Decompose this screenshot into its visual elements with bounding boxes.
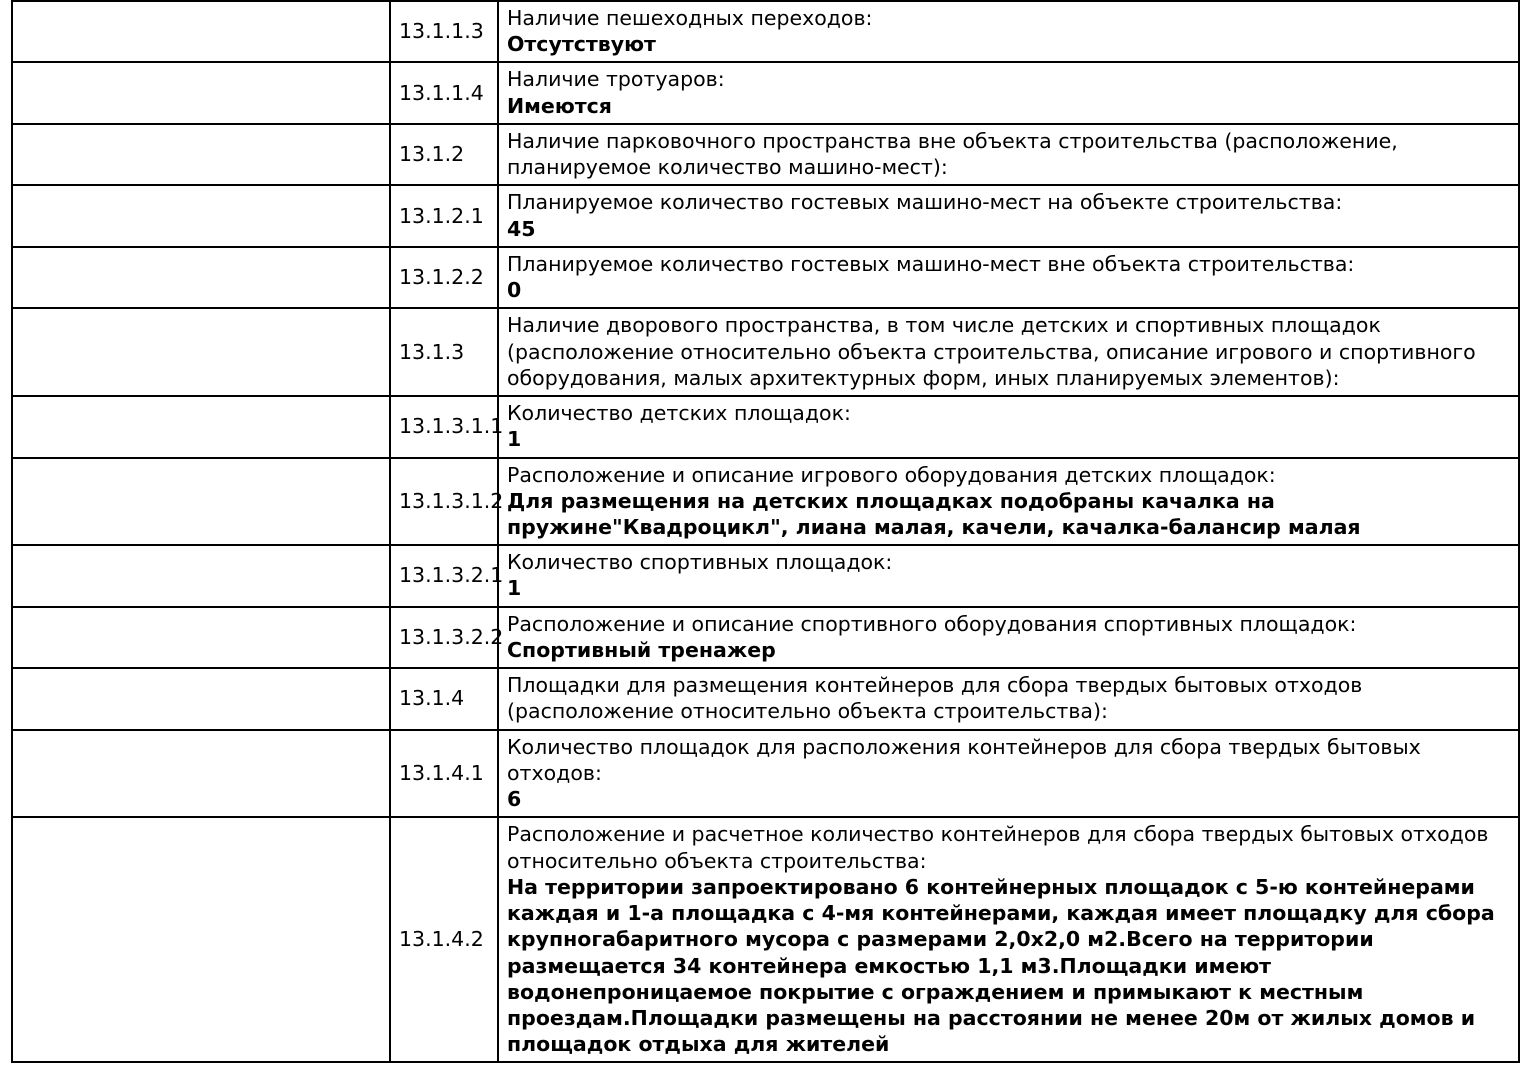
row-spacer-cell — [12, 396, 390, 457]
clause-number: 13.1.1.3 — [390, 1, 498, 62]
clause-content — [498, 817, 1519, 1062]
clause-number: 13.1.2 — [390, 124, 498, 185]
row-spacer-cell — [12, 124, 390, 185]
table-row — [12, 458, 1519, 546]
clause-question: Площадки для размещения контейнеров для сбора твердых бытовых отходов (расположение относительно объекта строительства): — [507, 673, 1363, 724]
clause-number: 13.1.1.4 — [390, 62, 498, 123]
clause-number: 13.1.4.2 — [390, 817, 498, 1062]
clause-answer: Для размещения на детских площадках подобраны качалка на пружине"Квадроцикл", лиана малая, качели, качалка-балансир малая — [507, 488, 1361, 539]
clause-number: 13.1.3.2.1 — [390, 545, 498, 606]
clause-question: Расположение и описание спортивного оборудования спортивных площадок: — [507, 611, 1357, 636]
specification-table — [11, 0, 1520, 1063]
clause-content — [498, 247, 1519, 308]
clause-answer: На территории запроектировано 6 контейнерных площадок с 5-ю контейнерами каждая и 1-а площадка с 4-мя контейнерами, каждая имеет площадку для сбора крупногабаритного мусора с размерами 2,0х2,0 м2.Всего на территории размещается 34 контейнера емкостью 1,1 м3.Площадки имеют водонепроницаемое покрытие с ограждением и примыкают к местным проездам.Площадки размещены на расстоянии не менее 20м от жилых домов и площадок отдыха для жителей — [507, 874, 1495, 1057]
clause-content — [498, 396, 1519, 457]
table-row — [12, 396, 1519, 457]
clause-content — [498, 1, 1519, 62]
clause-content — [498, 458, 1519, 546]
row-spacer-cell — [12, 458, 390, 546]
clause-number: 13.1.3 — [390, 308, 498, 396]
clause-number: 13.1.3.1.1 — [390, 396, 498, 457]
row-spacer-cell — [12, 817, 390, 1062]
table-row — [12, 62, 1519, 123]
clause-content — [498, 730, 1519, 818]
row-spacer-cell — [12, 62, 390, 123]
clause-content — [498, 62, 1519, 123]
table-row — [12, 668, 1519, 729]
table-row — [12, 545, 1519, 606]
clause-question: Планируемое количество гостевых машино-мест на объекте строительства: — [507, 190, 1343, 215]
clause-answer: 1 — [507, 576, 522, 601]
clause-question: Планируемое количество гостевых машино-мест вне объекта строительства: — [507, 251, 1355, 276]
clause-answer: Имеются — [507, 93, 612, 118]
clause-number: 13.1.3.1.2 — [390, 458, 498, 546]
table-row — [12, 247, 1519, 308]
table-body — [12, 1, 1519, 1062]
clause-answer: 1 — [507, 427, 522, 452]
clause-question: Наличие парковочного пространства вне объекта строительства (расположение, планируемое количество машино-мест): — [507, 128, 1398, 180]
row-spacer-cell — [12, 247, 390, 308]
table-row — [12, 730, 1519, 818]
clause-answer: 45 — [507, 216, 536, 241]
clause-number: 13.1.4.1 — [390, 730, 498, 818]
clause-number: 13.1.3.2.2 — [390, 607, 498, 668]
clause-answer: 6 — [507, 787, 522, 812]
clause-question: Количество площадок для расположения контейнеров для сбора твердых бытовых отходов: — [507, 734, 1421, 785]
table-row — [12, 124, 1519, 185]
clause-question: Расположение и расчетное количество контейнеров для сбора твердых бытовых отходов относительно объекта строительства: — [507, 822, 1489, 873]
clause-answer: Отсутствуют — [507, 32, 656, 57]
clause-question: Наличие дворового пространства, в том числе детских и спортивных площадок (расположение относительно объекта строительства, описание игрового и спортивного оборудования, малых архитектурных форм, иных планируемых элементов): — [507, 313, 1476, 390]
clause-number: 13.1.2.1 — [390, 185, 498, 246]
row-spacer-cell — [12, 668, 390, 729]
table-row — [12, 185, 1519, 246]
table-row — [12, 1, 1519, 62]
row-spacer-cell — [12, 545, 390, 606]
clause-number: 13.1.2.2 — [390, 247, 498, 308]
clause-content — [498, 668, 1519, 729]
row-spacer-cell — [12, 1, 390, 62]
row-spacer-cell — [12, 308, 390, 396]
table-row — [12, 817, 1519, 1062]
clause-question: Количество детских площадок: — [507, 401, 851, 426]
clause-question: Количество спортивных площадок: — [507, 550, 893, 575]
clause-content — [498, 607, 1519, 668]
clause-answer: 0 — [507, 278, 522, 303]
clause-question: Наличие пешеходных переходов: — [507, 6, 873, 30]
clause-answer: Спортивный тренажер — [507, 637, 776, 662]
clause-content — [498, 308, 1519, 396]
row-spacer-cell — [12, 607, 390, 668]
row-spacer-cell — [12, 185, 390, 246]
clause-content — [498, 185, 1519, 246]
row-spacer-cell — [12, 730, 390, 818]
clause-content — [498, 545, 1519, 606]
clause-number: 13.1.4 — [390, 668, 498, 729]
clause-content — [498, 124, 1519, 185]
clause-question: Наличие тротуаров: — [507, 67, 725, 92]
table-row — [12, 308, 1519, 396]
table-row — [12, 607, 1519, 668]
clause-question: Расположение и описание игрового оборудования детских площадок: — [507, 462, 1276, 487]
